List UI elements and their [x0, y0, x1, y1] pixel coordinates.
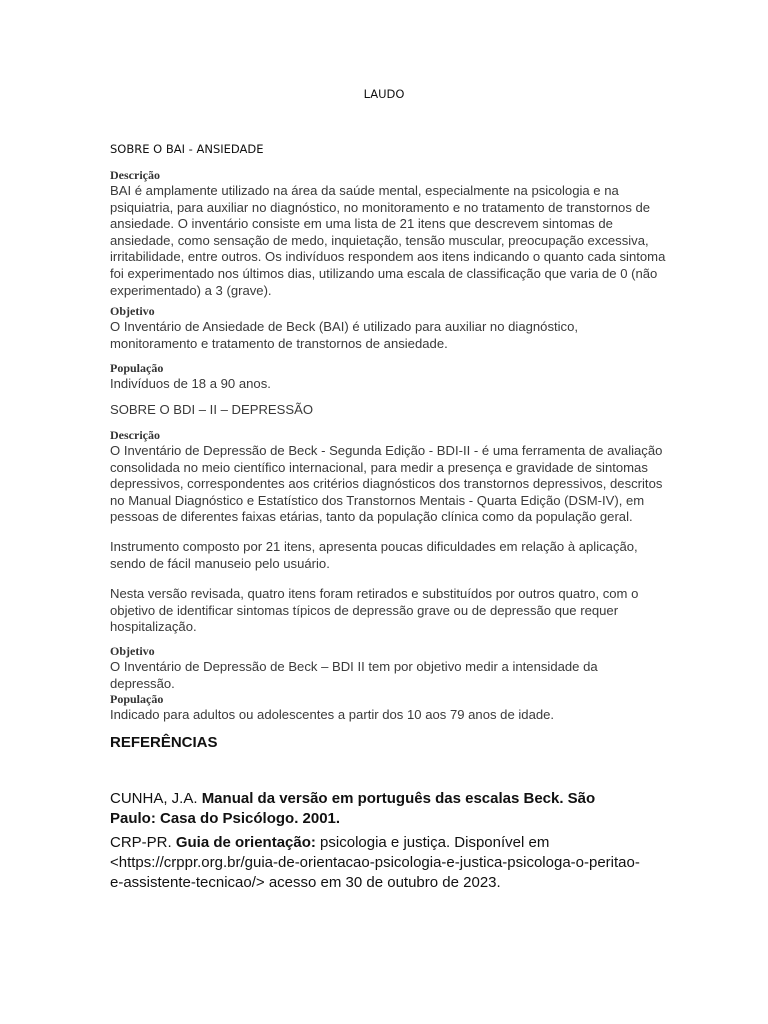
text-line: hospitalização.: [110, 619, 197, 635]
text-line: O Inventário de Ansiedade de Beck (BAI) é utilizado para auxiliar no diagnóstico,: [110, 319, 579, 334]
text-line: irritabilidade, entre outros. Os indivíduos respondem aos itens indicando o quanto cada sintoma: [110, 249, 666, 265]
text-line: foi experimentado nos últimos dias, utilizando uma escala de classificação que varia de 0 (não: [110, 265, 658, 281]
bdi-instrumento-text: [110, 539, 658, 572]
text-line: Nesta versão revisada, quatro itens foram retirados e substituídos por outros quatro, com o: [110, 586, 639, 601]
bdi-objetivo-label: Objetivo: [110, 644, 155, 658]
text-line: Instrumento composto por 21 itens, apresenta poucas dificuldades em relação à aplicação,: [110, 539, 638, 554]
reference-title: Guia de orientação:: [175, 834, 316, 851]
reference-line: [110, 789, 658, 809]
bai-populacao-text: Indivíduos de 18 a 90 anos.: [110, 376, 271, 391]
reference-text: psicologia e justiça. Disponível em: [315, 834, 550, 851]
bai-section-title: SOBRE O BAI - ANSIEDADE: [110, 142, 264, 156]
bai-descricao-label: Descrição: [110, 168, 160, 182]
bdi-descricao-label: Descrição: [110, 428, 160, 442]
text-line: pessoas de diferentes faixas etárias, tanto da população clínica como da população geral.: [110, 509, 633, 525]
text-line: experimentado) a 3 (grave).: [110, 282, 272, 298]
reference-title-cont: Paulo: Casa do Psicólogo. 2001.: [110, 810, 341, 827]
text-line: O Inventário de Depressão de Beck - Segunda Edição - BDI-II - é uma ferramenta de avaliação: [110, 443, 663, 458]
bai-descricao-text: [110, 183, 666, 299]
text-line: ansiedade. O inventário consiste em uma lista de 21 itens que descrevem sintomas de: [110, 216, 613, 232]
reference-access-line: e-assistente-tecnicao/> acesso em 30 de outubro de 2023.: [110, 874, 501, 891]
bdi-objetivo-text: O Inventário de Depressão de Beck – BDI II tem por objetivo medir a intensidade da depressão.: [110, 659, 598, 691]
bdi-descricao-text: [110, 443, 663, 526]
text-line: objetivo de identificar sintomas típicos de depressão grave ou de depressão que requer: [110, 602, 619, 618]
text-line: consolidada no meio científico internacional, para medir a presença e gravidade de sintomas: [110, 459, 648, 475]
bai-objetivo-text: [110, 319, 658, 352]
bdi-populacao-label: População: [110, 692, 164, 706]
text-line: psiquiatria, para auxiliar no diagnóstico, no monitoramento e no tratamento de transtornos de: [110, 199, 651, 215]
reference-cunha: [110, 789, 658, 829]
bdi-versao-text: [110, 586, 658, 636]
text-line: BAI é amplamente utilizado na área da saúde mental, especialmente na psicologia e na: [110, 183, 619, 198]
text-line: sendo de fácil manuseio pelo usuário.: [110, 555, 330, 571]
reference-author: CUNHA, J.A.: [110, 790, 202, 807]
reference-crppr: [110, 833, 658, 893]
text-line: monitoramento e tratamento de transtornos de ansiedade.: [110, 335, 448, 351]
reference-line: [110, 809, 658, 829]
bdi-populacao-text: Indicado para adultos ou adolescentes a partir dos 10 aos 79 anos de idade.: [110, 707, 555, 722]
bdi-section-title: SOBRE O BDI – II – DEPRESSÃO: [110, 402, 314, 417]
reference-line: [110, 833, 658, 853]
text-line: no Manual Diagnóstico e Estatístico dos Transtornos Mentais - Quarta Edição (DSM-IV), em: [110, 492, 645, 508]
text-line: ansiedade, como sensação de medo, inquietação, tensão muscular, preocupação excessiva,: [110, 232, 649, 248]
bai-objetivo-label: Objetivo: [110, 304, 155, 318]
reference-author: CRP-PR.: [110, 834, 176, 851]
reference-url-line: <https://crppr.org.br/guia-de-orientacao-psicologia-e-justica-psicologa-o-peritao-: [110, 854, 640, 871]
reference-title: Manual da versão em português das escalas Beck. São: [201, 790, 596, 807]
text-line: depressivos, correspondentes aos critérios diagnósticos dos transtornos depressivos, descritos: [110, 476, 663, 492]
document-title: LAUDO: [363, 87, 405, 101]
bai-populacao-label: População: [110, 361, 164, 375]
references-heading: REFERÊNCIAS: [110, 734, 218, 751]
